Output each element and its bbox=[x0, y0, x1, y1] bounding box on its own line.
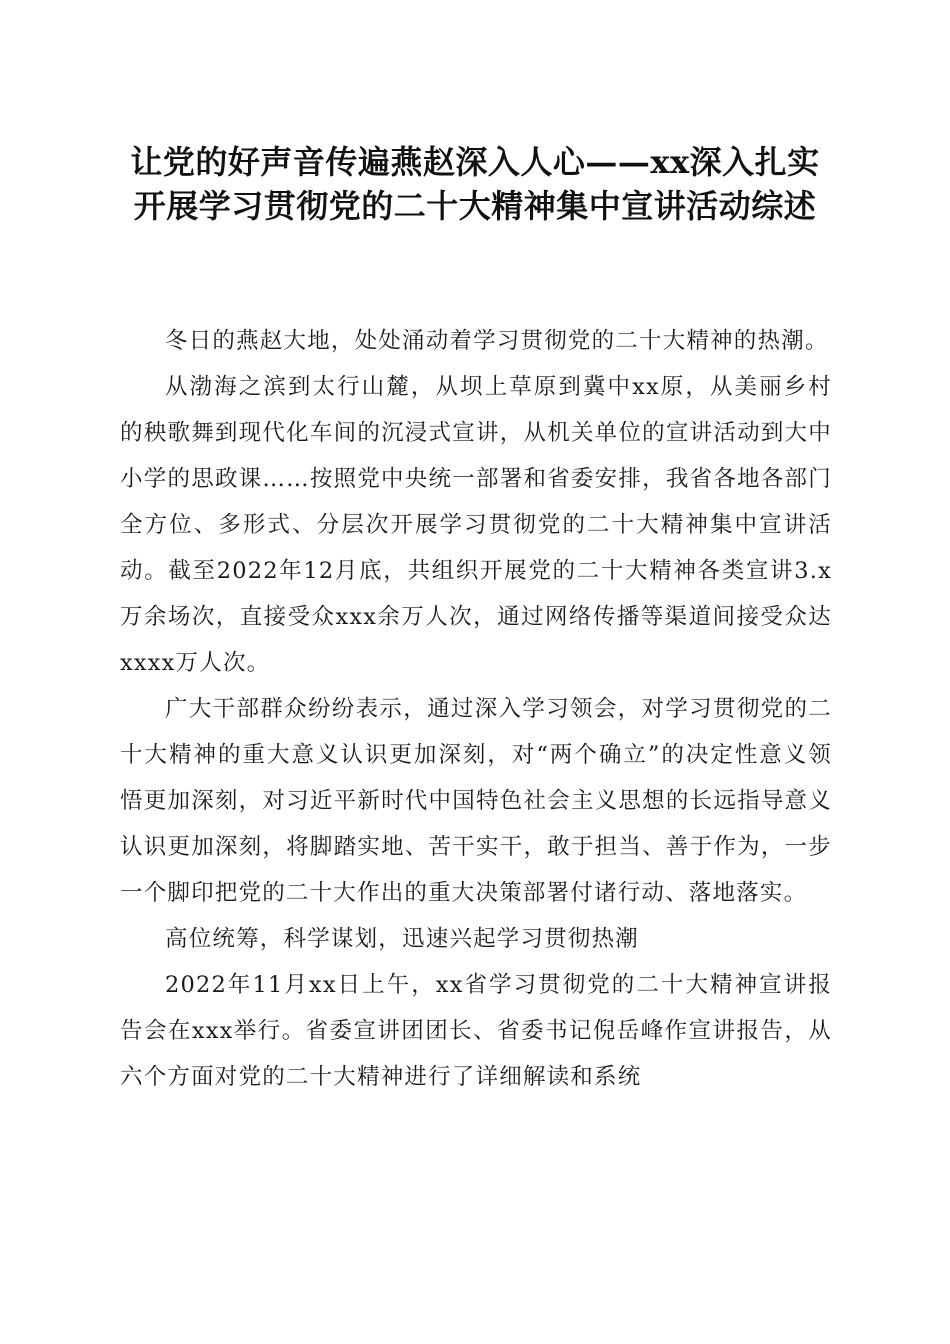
document-body bbox=[120, 318, 832, 1100]
paragraph-report-meeting: 2022年11月xx日上午，xx省学习贯彻党的二十大精神宣讲报告会在xxx举行。省委宣讲团团长、省委书记倪岳峰作宣讲报告，从六个方面对党的二十大精神进行了详细解读和系统 bbox=[120, 972, 832, 1090]
document-title: 让党的好声音传遍燕赵深入人心——xx深入扎实开展学习贯彻党的二十大精神集中宣讲活动综述 bbox=[130, 143, 820, 225]
section-heading: 高位统筹，科学谋划，迅速兴起学习贯彻热潮 bbox=[165, 926, 640, 952]
paragraph-activities: 从渤海之滨到太行山麓，从坝上草原到冀中xx原，从美丽乡村的秧歌舞到现代化车间的沉浸式宣讲，从机关单位的宣讲活动到大中小学的思政课……按照党中央统一部署和省委安排，我省各地各部门全方位、多形式、分层次开展学习贯彻党的二十大精神集中宣讲活动。截至2022年12月底，共组织开展党的二十大精神各类宣讲3.x万余场次，直接受众xxx余万人次，通过网络传播等渠道间接受众达xxxx万人次。 bbox=[120, 374, 832, 676]
paragraph-intro: 冬日的燕赵大地，处处涌动着学习贯彻党的二十大精神的热潮。 bbox=[165, 328, 829, 354]
paragraph-feedback: 广大干部群众纷纷表示，通过深入学习领会，对学习贯彻党的二十大精神的重大意义认识更加深刻，对“两个确立”的决定性意义领悟更加深刻，对习近平新时代中国特色社会主义思想的长远指导意义认识更加深刻，将脚踏实地、苦干实干，敢于担当、善于作为，一步一个脚印把党的二十大作出的重大决策部署付诸行动、落地落实。 bbox=[120, 696, 832, 906]
